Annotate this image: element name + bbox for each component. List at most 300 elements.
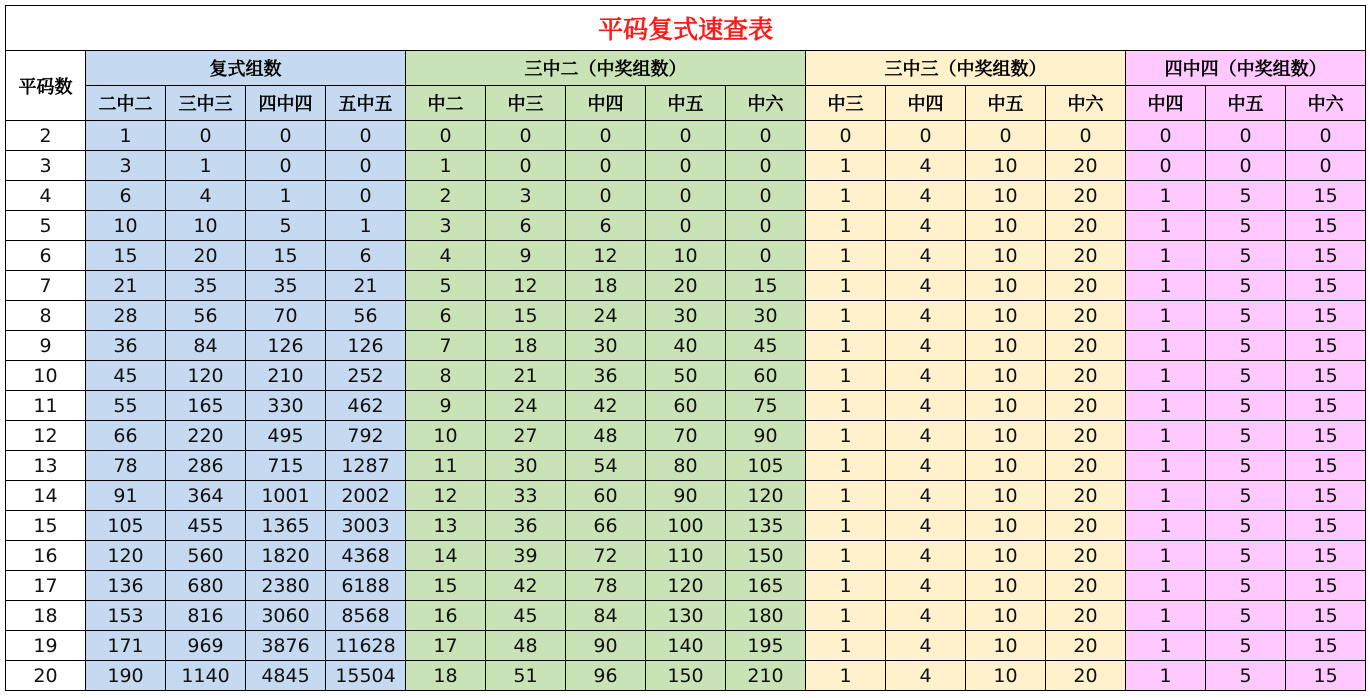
data-cell: 126 xyxy=(326,331,406,361)
data-cell: 15 xyxy=(1286,661,1366,691)
data-cell: 969 xyxy=(166,631,246,661)
data-cell: 210 xyxy=(726,661,806,691)
data-cell: 1 xyxy=(806,301,886,331)
data-cell: 5 xyxy=(1206,511,1286,541)
data-cell: 153 xyxy=(86,601,166,631)
data-cell: 455 xyxy=(166,511,246,541)
data-cell: 4 xyxy=(886,421,966,451)
data-cell: 1 xyxy=(806,361,886,391)
data-cell: 24 xyxy=(566,301,646,331)
data-cell: 15 xyxy=(486,301,566,331)
data-cell: 5 xyxy=(1206,361,1286,391)
data-cell: 130 xyxy=(646,601,726,631)
data-cell: 4 xyxy=(406,241,486,271)
data-cell: 6 xyxy=(86,181,166,211)
data-cell: 6 xyxy=(566,211,646,241)
column-header: 中三 xyxy=(486,86,566,121)
data-cell: 15 xyxy=(1286,601,1366,631)
data-cell: 110 xyxy=(646,541,726,571)
data-cell: 120 xyxy=(166,361,246,391)
column-header: 中六 xyxy=(726,86,806,121)
data-cell: 4 xyxy=(886,451,966,481)
data-cell: 15 xyxy=(726,271,806,301)
row-label-cell: 6 xyxy=(6,241,86,271)
data-cell: 70 xyxy=(646,421,726,451)
row-label-cell: 2 xyxy=(6,121,86,151)
data-cell: 20 xyxy=(1046,421,1126,451)
data-cell: 8 xyxy=(406,361,486,391)
data-cell: 120 xyxy=(726,481,806,511)
data-cell: 35 xyxy=(246,271,326,301)
table-row xyxy=(6,541,1366,571)
data-cell: 5 xyxy=(1206,241,1286,271)
data-cell: 20 xyxy=(1046,631,1126,661)
data-cell: 105 xyxy=(726,451,806,481)
table-row xyxy=(6,271,1366,301)
data-cell: 1 xyxy=(1126,211,1206,241)
data-cell: 364 xyxy=(166,481,246,511)
data-cell: 11 xyxy=(406,451,486,481)
data-cell: 220 xyxy=(166,421,246,451)
data-cell: 5 xyxy=(1206,571,1286,601)
row-label-cell: 14 xyxy=(6,481,86,511)
row-label-cell: 11 xyxy=(6,391,86,421)
data-cell: 1 xyxy=(1126,571,1206,601)
data-cell: 8568 xyxy=(326,601,406,631)
data-cell: 3 xyxy=(406,211,486,241)
column-header: 三中三 xyxy=(166,86,246,121)
data-cell: 10 xyxy=(406,421,486,451)
data-cell: 5 xyxy=(246,211,326,241)
row-label-cell: 5 xyxy=(6,211,86,241)
column-header: 中五 xyxy=(646,86,726,121)
column-header: 中五 xyxy=(1206,86,1286,121)
row-label-cell: 4 xyxy=(6,181,86,211)
table-row xyxy=(6,571,1366,601)
column-header: 二中二 xyxy=(86,86,166,121)
data-cell: 21 xyxy=(86,271,166,301)
data-cell: 0 xyxy=(806,121,886,151)
data-cell: 100 xyxy=(646,511,726,541)
data-cell: 3060 xyxy=(246,601,326,631)
data-cell: 1 xyxy=(1126,421,1206,451)
data-cell: 105 xyxy=(86,511,166,541)
data-cell: 13 xyxy=(406,511,486,541)
table-row xyxy=(6,241,1366,271)
quick-lookup-table xyxy=(5,5,1366,691)
data-cell: 45 xyxy=(486,601,566,631)
data-cell: 36 xyxy=(486,511,566,541)
table-row xyxy=(6,361,1366,391)
data-cell: 15 xyxy=(1286,271,1366,301)
data-cell: 0 xyxy=(646,181,726,211)
data-cell: 20 xyxy=(1046,601,1126,631)
data-cell: 0 xyxy=(726,121,806,151)
data-cell: 15 xyxy=(1286,211,1366,241)
column-header: 中三 xyxy=(806,86,886,121)
data-cell: 15 xyxy=(246,241,326,271)
data-cell: 1 xyxy=(806,211,886,241)
data-cell: 10 xyxy=(166,211,246,241)
column-header: 四中四 xyxy=(246,86,326,121)
data-cell: 286 xyxy=(166,451,246,481)
data-cell: 51 xyxy=(486,661,566,691)
table-row xyxy=(6,181,1366,211)
data-cell: 1 xyxy=(1126,451,1206,481)
data-cell: 5 xyxy=(1206,391,1286,421)
data-cell: 4 xyxy=(886,211,966,241)
data-cell: 1 xyxy=(806,601,886,631)
data-cell: 0 xyxy=(1206,121,1286,151)
data-cell: 30 xyxy=(566,331,646,361)
data-cell: 70 xyxy=(246,301,326,331)
data-cell: 11628 xyxy=(326,631,406,661)
data-cell: 20 xyxy=(1046,571,1126,601)
data-cell: 252 xyxy=(326,361,406,391)
data-cell: 5 xyxy=(1206,661,1286,691)
data-cell: 1 xyxy=(1126,601,1206,631)
data-cell: 45 xyxy=(86,361,166,391)
data-cell: 1820 xyxy=(246,541,326,571)
table-row xyxy=(6,211,1366,241)
data-cell: 0 xyxy=(726,211,806,241)
data-cell: 0 xyxy=(166,121,246,151)
data-cell: 680 xyxy=(166,571,246,601)
data-cell: 10 xyxy=(966,571,1046,601)
data-cell: 12 xyxy=(566,241,646,271)
data-cell: 0 xyxy=(726,181,806,211)
data-cell: 10 xyxy=(966,481,1046,511)
data-cell: 0 xyxy=(566,151,646,181)
data-cell: 45 xyxy=(726,331,806,361)
row-label-cell: 3 xyxy=(6,151,86,181)
data-cell: 24 xyxy=(486,391,566,421)
data-cell: 12 xyxy=(406,481,486,511)
data-cell: 4 xyxy=(886,601,966,631)
data-cell: 39 xyxy=(486,541,566,571)
data-cell: 5 xyxy=(1206,421,1286,451)
data-cell: 20 xyxy=(646,271,726,301)
data-cell: 30 xyxy=(486,451,566,481)
table-body xyxy=(6,121,1366,691)
data-cell: 15 xyxy=(1286,421,1366,451)
data-cell: 20 xyxy=(1046,391,1126,421)
data-cell: 330 xyxy=(246,391,326,421)
data-cell: 6188 xyxy=(326,571,406,601)
column-header: 中二 xyxy=(406,86,486,121)
data-cell: 15 xyxy=(406,571,486,601)
data-cell: 33 xyxy=(486,481,566,511)
data-cell: 195 xyxy=(726,631,806,661)
data-cell: 48 xyxy=(486,631,566,661)
data-cell: 4368 xyxy=(326,541,406,571)
data-cell: 3 xyxy=(86,151,166,181)
data-cell: 4 xyxy=(886,631,966,661)
data-cell: 2 xyxy=(406,181,486,211)
data-cell: 20 xyxy=(1046,451,1126,481)
table-row xyxy=(6,391,1366,421)
data-cell: 5 xyxy=(1206,181,1286,211)
data-cell: 66 xyxy=(566,511,646,541)
table-row xyxy=(6,421,1366,451)
data-cell: 6 xyxy=(406,301,486,331)
data-cell: 0 xyxy=(646,211,726,241)
data-cell: 10 xyxy=(646,241,726,271)
data-cell: 6 xyxy=(326,241,406,271)
table-row xyxy=(6,601,1366,631)
data-cell: 0 xyxy=(326,151,406,181)
data-cell: 15 xyxy=(86,241,166,271)
column-header: 中六 xyxy=(1286,86,1366,121)
data-cell: 90 xyxy=(646,481,726,511)
data-cell: 1 xyxy=(806,271,886,301)
data-cell: 30 xyxy=(646,301,726,331)
data-cell: 5 xyxy=(1206,631,1286,661)
data-cell: 165 xyxy=(166,391,246,421)
data-cell: 1 xyxy=(806,391,886,421)
data-cell: 20 xyxy=(1046,271,1126,301)
data-cell: 15 xyxy=(1286,181,1366,211)
data-cell: 0 xyxy=(646,151,726,181)
data-cell: 3003 xyxy=(326,511,406,541)
corner-header: 平码数 xyxy=(6,51,86,121)
data-cell: 2002 xyxy=(326,481,406,511)
row-label-cell: 17 xyxy=(6,571,86,601)
data-cell: 1 xyxy=(1126,361,1206,391)
spreadsheet xyxy=(5,5,1365,693)
data-cell: 0 xyxy=(326,181,406,211)
data-cell: 136 xyxy=(86,571,166,601)
data-cell: 10 xyxy=(966,511,1046,541)
table-row xyxy=(6,511,1366,541)
data-cell: 1 xyxy=(1126,541,1206,571)
data-cell: 6 xyxy=(486,211,566,241)
data-cell: 20 xyxy=(1046,481,1126,511)
data-cell: 0 xyxy=(326,121,406,151)
data-cell: 90 xyxy=(726,421,806,451)
data-cell: 15 xyxy=(1286,541,1366,571)
data-cell: 171 xyxy=(86,631,166,661)
data-cell: 1 xyxy=(1126,241,1206,271)
column-header: 五中五 xyxy=(326,86,406,121)
data-cell: 4 xyxy=(886,511,966,541)
data-cell: 20 xyxy=(1046,331,1126,361)
data-cell: 1 xyxy=(806,631,886,661)
data-cell: 20 xyxy=(1046,151,1126,181)
data-cell: 36 xyxy=(566,361,646,391)
data-cell: 20 xyxy=(1046,301,1126,331)
data-cell: 4 xyxy=(886,241,966,271)
data-cell: 0 xyxy=(246,121,326,151)
data-cell: 1 xyxy=(806,481,886,511)
data-cell: 75 xyxy=(726,391,806,421)
data-cell: 21 xyxy=(326,271,406,301)
data-cell: 4 xyxy=(886,661,966,691)
table-row xyxy=(6,331,1366,361)
table-row xyxy=(6,481,1366,511)
data-cell: 15 xyxy=(1286,631,1366,661)
data-cell: 5 xyxy=(1206,541,1286,571)
data-cell: 10 xyxy=(966,361,1046,391)
data-cell: 10 xyxy=(966,241,1046,271)
data-cell: 54 xyxy=(566,451,646,481)
data-cell: 1 xyxy=(166,151,246,181)
data-cell: 462 xyxy=(326,391,406,421)
data-cell: 15 xyxy=(1286,511,1366,541)
data-cell: 0 xyxy=(726,241,806,271)
data-cell: 7 xyxy=(406,331,486,361)
data-cell: 20 xyxy=(1046,241,1126,271)
data-cell: 16 xyxy=(406,601,486,631)
data-cell: 56 xyxy=(326,301,406,331)
data-cell: 4 xyxy=(886,271,966,301)
data-cell: 96 xyxy=(566,661,646,691)
data-cell: 5 xyxy=(1206,601,1286,631)
data-cell: 1 xyxy=(806,661,886,691)
data-cell: 10 xyxy=(86,211,166,241)
data-cell: 20 xyxy=(1046,541,1126,571)
data-cell: 4 xyxy=(886,301,966,331)
data-cell: 0 xyxy=(886,121,966,151)
data-cell: 4 xyxy=(886,571,966,601)
row-label-cell: 18 xyxy=(6,601,86,631)
data-cell: 190 xyxy=(86,661,166,691)
data-cell: 18 xyxy=(566,271,646,301)
data-cell: 165 xyxy=(726,571,806,601)
data-cell: 50 xyxy=(646,361,726,391)
data-cell: 1 xyxy=(1126,331,1206,361)
data-cell: 20 xyxy=(166,241,246,271)
data-cell: 10 xyxy=(966,661,1046,691)
data-cell: 3876 xyxy=(246,631,326,661)
data-cell: 78 xyxy=(566,571,646,601)
data-cell: 36 xyxy=(86,331,166,361)
data-cell: 1 xyxy=(1126,271,1206,301)
table-row xyxy=(6,661,1366,691)
data-cell: 84 xyxy=(166,331,246,361)
data-cell: 20 xyxy=(1046,511,1126,541)
data-cell: 0 xyxy=(1126,151,1206,181)
column-header: 中六 xyxy=(1046,86,1126,121)
data-cell: 12 xyxy=(486,271,566,301)
data-cell: 560 xyxy=(166,541,246,571)
data-cell: 1 xyxy=(1126,181,1206,211)
data-cell: 72 xyxy=(566,541,646,571)
data-cell: 0 xyxy=(966,121,1046,151)
data-cell: 1 xyxy=(246,181,326,211)
data-cell: 42 xyxy=(486,571,566,601)
data-cell: 140 xyxy=(646,631,726,661)
table-row xyxy=(6,151,1366,181)
data-cell: 91 xyxy=(86,481,166,511)
row-label-cell: 8 xyxy=(6,301,86,331)
data-cell: 15 xyxy=(1286,391,1366,421)
column-header: 中四 xyxy=(566,86,646,121)
data-cell: 210 xyxy=(246,361,326,391)
data-cell: 60 xyxy=(566,481,646,511)
data-cell: 80 xyxy=(646,451,726,481)
data-cell: 1 xyxy=(1126,481,1206,511)
data-cell: 180 xyxy=(726,601,806,631)
data-cell: 18 xyxy=(486,331,566,361)
row-label-cell: 10 xyxy=(6,361,86,391)
column-header: 中四 xyxy=(886,86,966,121)
data-cell: 2380 xyxy=(246,571,326,601)
data-cell: 42 xyxy=(566,391,646,421)
row-label-cell: 16 xyxy=(6,541,86,571)
data-cell: 0 xyxy=(246,151,326,181)
data-cell: 15 xyxy=(1286,571,1366,601)
data-cell: 126 xyxy=(246,331,326,361)
data-cell: 10 xyxy=(966,541,1046,571)
data-cell: 0 xyxy=(726,151,806,181)
data-cell: 48 xyxy=(566,421,646,451)
data-cell: 5 xyxy=(1206,481,1286,511)
data-cell: 0 xyxy=(406,121,486,151)
data-cell: 60 xyxy=(726,361,806,391)
data-cell: 15 xyxy=(1286,451,1366,481)
data-cell: 17 xyxy=(406,631,486,661)
data-cell: 18 xyxy=(406,661,486,691)
data-cell: 1 xyxy=(806,151,886,181)
data-cell: 495 xyxy=(246,421,326,451)
data-cell: 60 xyxy=(646,391,726,421)
data-cell: 1 xyxy=(806,331,886,361)
data-cell: 715 xyxy=(246,451,326,481)
data-cell: 10 xyxy=(966,181,1046,211)
data-cell: 1 xyxy=(86,121,166,151)
data-cell: 1 xyxy=(1126,631,1206,661)
data-cell: 66 xyxy=(86,421,166,451)
data-cell: 15504 xyxy=(326,661,406,691)
table-row xyxy=(6,121,1366,151)
table-row xyxy=(6,451,1366,481)
data-cell: 1 xyxy=(806,541,886,571)
data-cell: 10 xyxy=(966,151,1046,181)
data-cell: 120 xyxy=(646,571,726,601)
data-cell: 4 xyxy=(886,361,966,391)
data-cell: 5 xyxy=(406,271,486,301)
row-label-cell: 9 xyxy=(6,331,86,361)
data-cell: 56 xyxy=(166,301,246,331)
data-cell: 35 xyxy=(166,271,246,301)
data-cell: 21 xyxy=(486,361,566,391)
data-cell: 1 xyxy=(1126,661,1206,691)
data-cell: 4 xyxy=(886,181,966,211)
data-cell: 84 xyxy=(566,601,646,631)
data-cell: 5 xyxy=(1206,301,1286,331)
data-cell: 1140 xyxy=(166,661,246,691)
data-cell: 0 xyxy=(486,121,566,151)
data-cell: 792 xyxy=(326,421,406,451)
data-cell: 0 xyxy=(1206,151,1286,181)
data-cell: 5 xyxy=(1206,451,1286,481)
data-cell: 0 xyxy=(646,121,726,151)
row-label-cell: 20 xyxy=(6,661,86,691)
data-cell: 816 xyxy=(166,601,246,631)
data-cell: 27 xyxy=(486,421,566,451)
data-cell: 15 xyxy=(1286,241,1366,271)
data-cell: 10 xyxy=(966,271,1046,301)
group-header: 复式组数 xyxy=(86,51,406,86)
data-cell: 5 xyxy=(1206,331,1286,361)
data-cell: 1 xyxy=(1126,301,1206,331)
data-cell: 1 xyxy=(806,241,886,271)
data-cell: 55 xyxy=(86,391,166,421)
data-cell: 0 xyxy=(1046,121,1126,151)
data-cell: 20 xyxy=(1046,661,1126,691)
data-cell: 10 xyxy=(966,391,1046,421)
